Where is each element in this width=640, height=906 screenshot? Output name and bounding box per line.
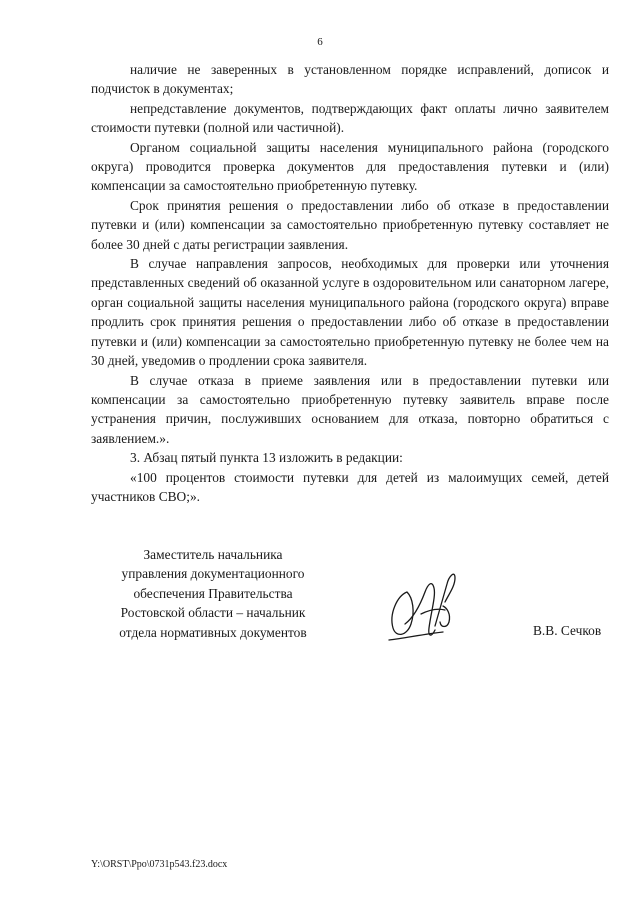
paragraph: Органом социальной защиты населения муниципального района (городского округа) проводится проверка документов для предоставления путевки и (или) компенсации за самостоятельно приобретенную путевку.: [91, 139, 609, 194]
paragraph: В случае направления запросов, необходимых для проверки или уточнения представленных сведений об оказанной услуге в оздоровительном или санаторном лагере, орган социальной защиты населения муниципального района (городского округа) вправе продлить срок принятия решения о предоставлении либо об отказе в предоставлении путевки и (или) компенсации за самостоятельно приобретенную путевку не более чем на 30 дней, уведомив о продлении срока заявителя.: [91, 256, 609, 369]
page-number: 6: [317, 36, 323, 48]
paragraph: наличие не заверенных в установленном порядке исправлений, дописок и подчисток в документах;: [91, 62, 609, 97]
paragraph: непредставление документов, подтверждающих факт оплаты лично заявителем стоимости путевки (полной или частичной).: [91, 100, 609, 136]
signer-name: В.В. Сечков: [533, 623, 602, 638]
signatory-title: [103, 545, 323, 642]
document-body: [91, 60, 609, 506]
signatory-title-line: отдела нормативных документов: [119, 624, 307, 640]
paragraph: 3. Абзац пятый пункта 13 изложить в редакции:: [130, 450, 403, 466]
paragraph: В случае отказа в приеме заявления или в предоставлении путевки или компенсации за самостоятельно приобретенную путевку заявитель вправе после устранения причин, послуживших основанием для отказа, повторно обратиться с заявлением.».: [91, 372, 609, 446]
file-path: Y:\ORST\Ppo\0731p543.f23.docx: [91, 859, 228, 870]
signatory-title-line: Заместитель начальника: [143, 547, 283, 562]
paragraph: «100 процентов стоимости путевки для детей из малоимущих семей, детей участников СВО;».: [91, 469, 609, 504]
signatory-title-line: управления документационного: [121, 566, 305, 582]
paragraph: Срок принятия решения о предоставлении либо об отказе в предоставлении путевки и (или) компенсации за самостоятельно приобретенную путевку составляет не более 30 дней с даты регистрации заявления.: [91, 197, 609, 252]
signatory-title-line: обеспечения Правительства: [133, 585, 293, 601]
signatory-title-line: Ростовской области – начальник: [120, 605, 306, 621]
handwritten-signature: [385, 562, 465, 646]
